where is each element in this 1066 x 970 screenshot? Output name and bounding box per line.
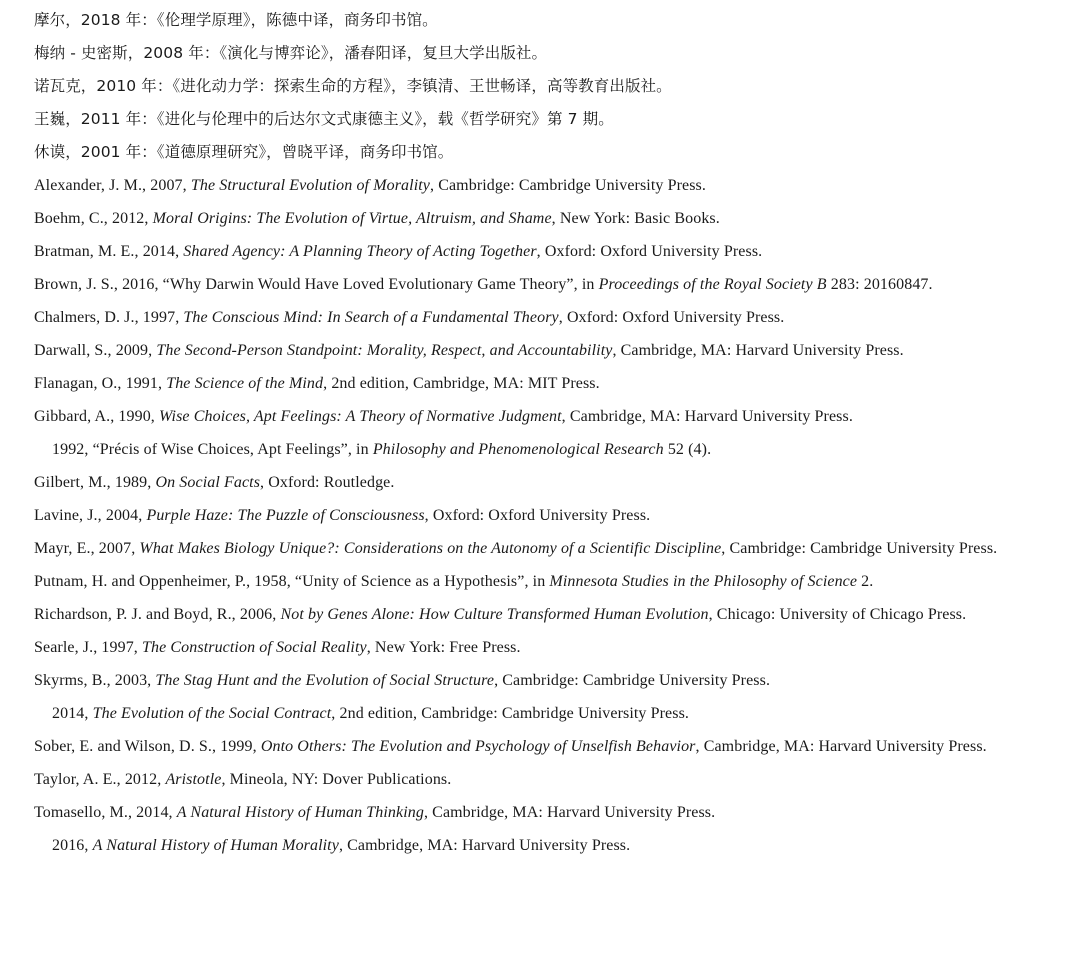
- reference-entry: [34, 103, 1056, 136]
- reference-entry: [34, 235, 1056, 268]
- reference-entry: [34, 565, 1056, 598]
- reference-title: The Conscious Mind: In Search of a Fundamental Theory: [183, 309, 559, 326]
- reference-title: Shared Agency: A Planning Theory of Acting Together: [183, 243, 537, 260]
- reference-title: What Makes Biology Unique?: Considerations on the Autonomy of a Scientific Discipline: [139, 540, 722, 557]
- reference-text: , Cambridge: Cambridge University Press.: [494, 672, 771, 689]
- reference-text: Skyrms, B., 2003,: [34, 672, 156, 689]
- reference-text: 摩尔，2018 年：《伦理学原理》，陈德中译，商务印书馆。: [34, 11, 438, 29]
- reference-entry: [34, 136, 1056, 169]
- reference-text: Chalmers, D. J., 1997,: [34, 309, 184, 326]
- reference-text: Sober, E. and Wilson, D. S., 1999,: [34, 738, 261, 755]
- reference-title: Not by Genes Alone: How Culture Transformed Human Evolution: [280, 606, 709, 623]
- reference-text: 王巍，2011 年：《进化与伦理中的后达尔文式康德主义》，载《哲学研究》第 7 期。: [34, 110, 614, 128]
- reference-entry: [34, 466, 1056, 499]
- reference-text: 2016,: [52, 837, 93, 854]
- reference-title: A Natural History of Human Morality: [92, 837, 339, 854]
- reference-text: , Chicago: University of Chicago Press.: [708, 606, 967, 623]
- reference-title: A Natural History of Human Thinking: [176, 804, 424, 821]
- reference-title: Wise Choices, Apt Feelings: A Theory of Normative Judgment: [159, 408, 562, 425]
- reference-entry: [34, 499, 1056, 532]
- reference-text: 2014,: [52, 705, 93, 722]
- reference-text: , 2nd edition, Cambridge, MA: MIT Press.: [323, 375, 600, 392]
- reference-title: The Science of the Mind: [166, 375, 324, 392]
- reference-entry: [34, 4, 1056, 37]
- reference-text: Darwall, S., 2009,: [34, 342, 157, 359]
- reference-text: , Cambridge: Cambridge University Press.: [430, 177, 706, 194]
- reference-title: Philosophy and Phenomenological Research: [372, 441, 664, 458]
- reference-text: Gilbert, M., 1989,: [34, 474, 156, 491]
- reference-entry: [34, 598, 1056, 631]
- reference-text: , Oxford: Oxford University Press.: [536, 243, 763, 260]
- reference-text: , New York: Free Press.: [366, 639, 521, 656]
- reference-entry: [34, 532, 1056, 565]
- reference-text: Mayr, E., 2007,: [34, 540, 140, 557]
- reference-text: Tomasello, M., 2014,: [34, 804, 177, 821]
- reference-text: Richardson, P. J. and Boyd, R., 2006,: [34, 606, 281, 623]
- reference-title: Onto Others: The Evolution and Psychology of Unselfish Behavior: [260, 738, 696, 755]
- reference-entry: [34, 730, 1056, 763]
- reference-text: 2.: [857, 573, 874, 590]
- reference-entry: [34, 631, 1056, 664]
- reference-entry: [34, 796, 1056, 829]
- reference-text: , Cambridge, MA: Harvard University Press.: [423, 804, 716, 821]
- reference-entry: [34, 37, 1056, 70]
- reference-title: On Social Facts: [155, 474, 261, 491]
- reference-title: The Second-Person Standpoint: Morality, Respect, and Accountability: [156, 342, 613, 359]
- reference-continuation-entry: [34, 697, 1056, 730]
- reference-text: Gibbard, A., 1990,: [34, 408, 160, 425]
- reference-text: Alexander, J. M., 2007,: [34, 177, 191, 194]
- reference-text: 休谟，2001 年：《道德原理研究》，曾晓平译，商务印书馆。: [34, 143, 454, 161]
- reference-entry: [34, 301, 1056, 334]
- reference-text: Brown, J. S., 2016, “Why Darwin Would Have Loved Evolutionary Game Theory”, in: [34, 276, 599, 293]
- reference-entry: [34, 268, 1056, 301]
- reference-text: , Cambridge, MA: Harvard University Press.: [561, 408, 853, 425]
- reference-text: Boehm, C., 2012,: [34, 210, 153, 227]
- reference-text: , Cambridge, MA: Harvard University Press.: [695, 738, 987, 755]
- reference-text: , Cambridge, MA: Harvard University Press.: [338, 837, 631, 854]
- reference-title: Proceedings of the Royal Society B: [598, 276, 827, 293]
- reference-title: The Construction of Social Reality: [142, 639, 367, 656]
- reference-title: Moral Origins: The Evolution of Virtue, Altruism, and Shame: [152, 210, 552, 227]
- reference-entry: [34, 367, 1056, 400]
- reference-text: , 2nd edition, Cambridge: Cambridge University Press.: [331, 705, 689, 722]
- reference-text: , Oxford: Oxford University Press.: [424, 507, 651, 524]
- reference-text: Putnam, H. and Oppenheimer, P., 1958, “Unity of Science as a Hypothesis”, in: [34, 573, 550, 590]
- reference-text: , Mineola, NY: Dover Publications.: [221, 771, 452, 788]
- reference-text: Flanagan, O., 1991,: [34, 375, 167, 392]
- reference-title: Minnesota Studies in the Philosophy of Science: [549, 573, 858, 590]
- reference-text: 283: 20160847.: [826, 276, 933, 293]
- reference-text: , Cambridge, MA: Harvard University Press.: [612, 342, 904, 359]
- reference-entry: [34, 664, 1056, 697]
- reference-entry: [34, 763, 1056, 796]
- reference-text: 梅纳 - 史密斯，2008 年：《演化与博弈论》，潘春阳译，复旦大学出版社。: [34, 44, 548, 62]
- reference-continuation-entry: [34, 829, 1056, 862]
- reference-text: , Cambridge: Cambridge University Press.: [721, 540, 998, 557]
- reference-text: , New York: Basic Books.: [551, 210, 720, 227]
- reference-text: Searle, J., 1997,: [34, 639, 143, 656]
- reference-entry: [34, 70, 1056, 103]
- reference-entry: [34, 202, 1056, 235]
- reference-text: 1992, “Précis of Wise Choices, Apt Feelings”, in: [52, 441, 373, 458]
- reference-continuation-entry: [34, 433, 1056, 466]
- reference-title: The Structural Evolution of Morality: [190, 177, 430, 194]
- reference-text: 诺瓦克，2010 年：《进化动力学：探索生命的方程》，李镇清、王世畅译，高等教育出版社。: [34, 77, 672, 95]
- reference-entry: [34, 400, 1056, 433]
- reference-text: Bratman, M. E., 2014,: [34, 243, 184, 260]
- reference-title: Aristotle: [165, 771, 222, 788]
- reference-title: The Evolution of the Social Contract: [92, 705, 332, 722]
- reference-text: Lavine, J., 2004,: [34, 507, 147, 524]
- reference-text: , Oxford: Routledge.: [260, 474, 395, 491]
- reference-entry: [34, 169, 1056, 202]
- reference-title: Purple Haze: The Puzzle of Consciousness: [146, 507, 425, 524]
- reference-title: The Stag Hunt and the Evolution of Social Structure: [155, 672, 495, 689]
- reference-entry: [34, 334, 1056, 367]
- reference-text: 52 (4).: [663, 441, 712, 458]
- reference-text: , Oxford: Oxford University Press.: [558, 309, 785, 326]
- reference-text: Taylor, A. E., 2012,: [34, 771, 166, 788]
